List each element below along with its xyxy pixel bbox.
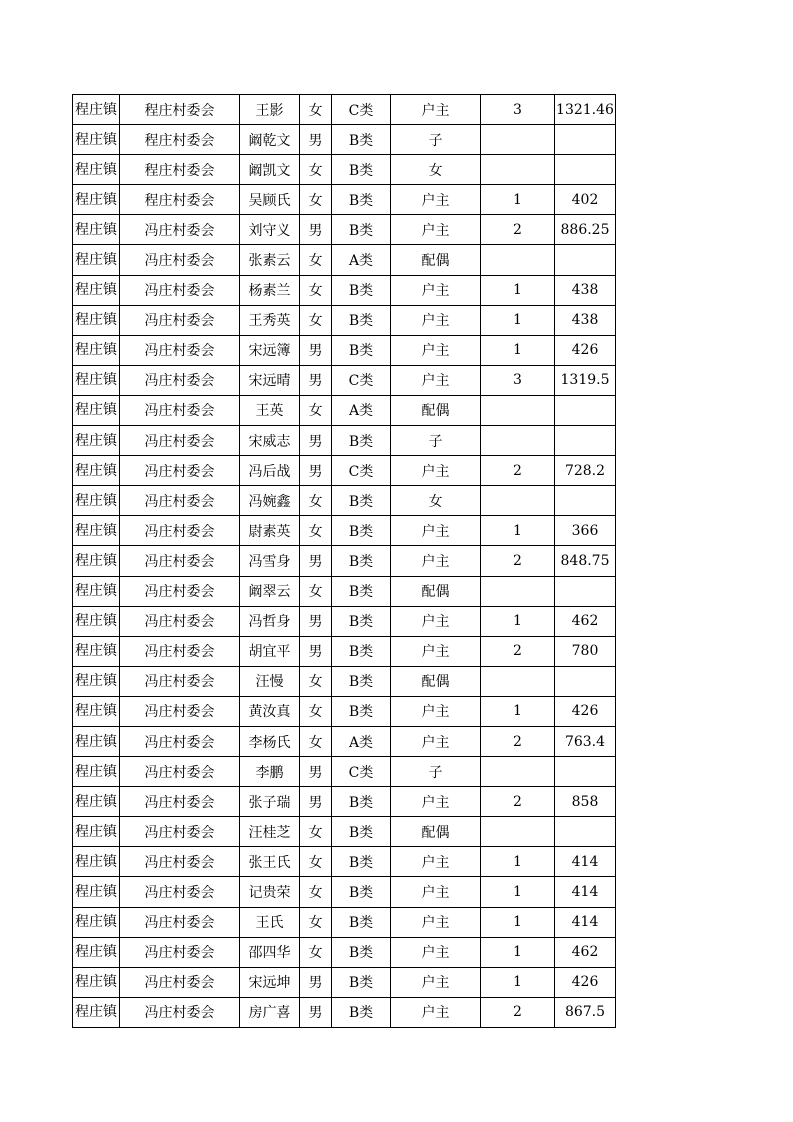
count-cell [481,666,555,696]
gender-cell: 女 [300,245,332,275]
table-row [73,426,616,456]
town-cell: 程庄镇 [73,486,120,516]
relation-cell: 子 [391,125,481,155]
village-cell: 冯庄村委会 [120,245,240,275]
gender-cell: 女 [300,516,332,546]
relation-cell: 户主 [391,636,481,666]
relation-cell: 配偶 [391,395,481,425]
count-cell: 1 [481,877,555,907]
category-cell: B类 [332,817,391,847]
amount-cell [555,666,616,696]
category-cell: B类 [332,997,391,1027]
relation-cell: 户主 [391,95,481,125]
name-cell: 宋远晴 [240,365,300,395]
relation-cell: 户主 [391,907,481,937]
count-cell: 1 [481,606,555,636]
town-cell: 程庄镇 [73,787,120,817]
relation-cell: 户主 [391,726,481,756]
table-row [73,666,616,696]
amount-cell: 402 [555,185,616,215]
category-cell: B类 [332,666,391,696]
gender-cell: 女 [300,817,332,847]
category-cell: B类 [332,967,391,997]
table-row [73,456,616,486]
count-cell: 1 [481,696,555,726]
name-cell: 冯哲身 [240,606,300,636]
table-row [73,967,616,997]
relation-cell: 户主 [391,696,481,726]
relation-cell: 户主 [391,787,481,817]
amount-cell [555,486,616,516]
amount-cell: 780 [555,636,616,666]
gender-cell: 女 [300,395,332,425]
category-cell: B类 [332,576,391,606]
table-row [73,606,616,636]
count-cell [481,426,555,456]
amount-cell [555,817,616,847]
category-cell: B类 [332,155,391,185]
count-cell [481,395,555,425]
category-cell: B类 [332,305,391,335]
count-cell: 1 [481,335,555,365]
relation-cell: 子 [391,426,481,456]
village-cell: 冯庄村委会 [120,726,240,756]
table-row [73,877,616,907]
table-row [73,215,616,245]
gender-cell: 男 [300,426,332,456]
relation-cell: 配偶 [391,666,481,696]
town-cell: 程庄镇 [73,847,120,877]
count-cell [481,757,555,787]
town-cell: 程庄镇 [73,185,120,215]
relation-cell: 户主 [391,937,481,967]
name-cell: 王英 [240,395,300,425]
table-row [73,817,616,847]
count-cell [481,576,555,606]
amount-cell: 1319.5 [555,365,616,395]
town-cell: 程庄镇 [73,95,120,125]
village-cell: 冯庄村委会 [120,395,240,425]
town-cell: 程庄镇 [73,335,120,365]
village-cell: 冯庄村委会 [120,757,240,787]
name-cell: 李杨氏 [240,726,300,756]
count-cell: 2 [481,997,555,1027]
name-cell: 冯婉鑫 [240,486,300,516]
amount-cell [555,426,616,456]
village-cell: 冯庄村委会 [120,215,240,245]
category-cell: B类 [332,907,391,937]
village-cell: 程庄村委会 [120,155,240,185]
town-cell: 程庄镇 [73,726,120,756]
village-cell: 程庄村委会 [120,125,240,155]
village-cell: 冯庄村委会 [120,365,240,395]
gender-cell: 男 [300,636,332,666]
amount-cell: 1321.46 [555,95,616,125]
amount-cell: 763.4 [555,726,616,756]
gender-cell: 女 [300,95,332,125]
village-cell: 冯庄村委会 [120,847,240,877]
gender-cell: 男 [300,787,332,817]
gender-cell: 女 [300,696,332,726]
table-row [73,155,616,185]
category-cell: B类 [332,937,391,967]
count-cell: 2 [481,787,555,817]
category-cell: B类 [332,516,391,546]
relation-cell: 女 [391,486,481,516]
amount-cell: 867.5 [555,997,616,1027]
town-cell: 程庄镇 [73,636,120,666]
village-cell: 冯庄村委会 [120,967,240,997]
gender-cell: 男 [300,335,332,365]
name-cell: 冯雪身 [240,546,300,576]
relation-cell: 户主 [391,335,481,365]
town-cell: 程庄镇 [73,937,120,967]
table-row [73,95,616,125]
town-cell: 程庄镇 [73,215,120,245]
name-cell: 王秀英 [240,305,300,335]
gender-cell: 女 [300,666,332,696]
count-cell: 1 [481,847,555,877]
relation-cell: 户主 [391,456,481,486]
amount-cell: 462 [555,937,616,967]
gender-cell: 男 [300,967,332,997]
relation-cell: 户主 [391,997,481,1027]
count-cell: 2 [481,726,555,756]
table-row [73,787,616,817]
relation-cell: 户主 [391,847,481,877]
category-cell: B类 [332,335,391,365]
village-cell: 冯庄村委会 [120,787,240,817]
table-row [73,275,616,305]
gender-cell: 女 [300,937,332,967]
village-cell: 冯庄村委会 [120,606,240,636]
town-cell: 程庄镇 [73,907,120,937]
category-cell: B类 [332,546,391,576]
amount-cell: 426 [555,967,616,997]
amount-cell: 728.2 [555,456,616,486]
village-cell: 冯庄村委会 [120,636,240,666]
relation-cell: 户主 [391,215,481,245]
gender-cell: 女 [300,726,332,756]
name-cell: 汪慢 [240,666,300,696]
category-cell: C类 [332,456,391,486]
category-cell: B类 [332,636,391,666]
relation-cell: 配偶 [391,245,481,275]
category-cell: B类 [332,606,391,636]
name-cell: 汪桂芝 [240,817,300,847]
category-cell: A类 [332,245,391,275]
count-cell: 1 [481,937,555,967]
relation-cell: 户主 [391,275,481,305]
table-row [73,546,616,576]
name-cell: 张子瑞 [240,787,300,817]
gender-cell: 女 [300,305,332,335]
gender-cell: 女 [300,847,332,877]
relation-cell: 配偶 [391,817,481,847]
category-cell: A类 [332,726,391,756]
count-cell: 2 [481,546,555,576]
town-cell: 程庄镇 [73,817,120,847]
name-cell: 黄汝真 [240,696,300,726]
town-cell: 程庄镇 [73,696,120,726]
count-cell [481,125,555,155]
relation-cell: 配偶 [391,576,481,606]
gender-cell: 女 [300,155,332,185]
name-cell: 杨素兰 [240,275,300,305]
town-cell: 程庄镇 [73,967,120,997]
village-cell: 冯庄村委会 [120,937,240,967]
amount-cell [555,757,616,787]
village-cell: 冯庄村委会 [120,305,240,335]
name-cell: 宋威志 [240,426,300,456]
village-cell: 冯庄村委会 [120,486,240,516]
village-cell: 程庄村委会 [120,185,240,215]
gender-cell: 男 [300,757,332,787]
town-cell: 程庄镇 [73,365,120,395]
category-cell: B类 [332,125,391,155]
count-cell [481,817,555,847]
town-cell: 程庄镇 [73,275,120,305]
amount-cell: 438 [555,305,616,335]
village-cell: 冯庄村委会 [120,576,240,606]
relation-cell: 子 [391,757,481,787]
town-cell: 程庄镇 [73,877,120,907]
relation-cell: 户主 [391,365,481,395]
category-cell: B类 [332,215,391,245]
count-cell: 3 [481,365,555,395]
table-row [73,365,616,395]
count-cell: 1 [481,907,555,937]
table-row [73,636,616,666]
amount-cell: 414 [555,847,616,877]
name-cell: 冯后战 [240,456,300,486]
category-cell: B类 [332,275,391,305]
gender-cell: 男 [300,125,332,155]
table-row [73,245,616,275]
town-cell: 程庄镇 [73,155,120,185]
gender-cell: 女 [300,576,332,606]
table-row [73,305,616,335]
village-cell: 冯庄村委会 [120,997,240,1027]
amount-cell: 414 [555,907,616,937]
gender-cell: 女 [300,275,332,305]
town-cell: 程庄镇 [73,125,120,155]
table-row [73,757,616,787]
count-cell: 2 [481,215,555,245]
name-cell: 张素云 [240,245,300,275]
name-cell: 尉素英 [240,516,300,546]
amount-cell: 886.25 [555,215,616,245]
amount-cell: 426 [555,335,616,365]
relation-cell: 户主 [391,877,481,907]
table-row [73,997,616,1027]
relation-cell: 户主 [391,185,481,215]
gender-cell: 女 [300,877,332,907]
name-cell: 阚乾文 [240,125,300,155]
count-cell [481,245,555,275]
relation-cell: 女 [391,155,481,185]
village-cell: 程庄村委会 [120,95,240,125]
village-cell: 冯庄村委会 [120,335,240,365]
town-cell: 程庄镇 [73,245,120,275]
category-cell: B类 [332,185,391,215]
village-cell: 冯庄村委会 [120,696,240,726]
name-cell: 刘守义 [240,215,300,245]
gender-cell: 男 [300,997,332,1027]
town-cell: 程庄镇 [73,305,120,335]
gender-cell: 女 [300,486,332,516]
name-cell: 王影 [240,95,300,125]
gender-cell: 男 [300,546,332,576]
table-row [73,576,616,606]
name-cell: 房广喜 [240,997,300,1027]
gender-cell: 男 [300,456,332,486]
category-cell: B类 [332,787,391,817]
village-cell: 冯庄村委会 [120,907,240,937]
town-cell: 程庄镇 [73,666,120,696]
table-row [73,696,616,726]
town-cell: 程庄镇 [73,576,120,606]
name-cell: 阚凯文 [240,155,300,185]
table-row [73,185,616,215]
name-cell: 阚翠云 [240,576,300,606]
table-row [73,907,616,937]
village-cell: 冯庄村委会 [120,426,240,456]
village-cell: 冯庄村委会 [120,666,240,696]
gender-cell: 男 [300,365,332,395]
name-cell: 张王氏 [240,847,300,877]
category-cell: A类 [332,395,391,425]
roster-body [73,95,616,1028]
count-cell: 2 [481,456,555,486]
amount-cell [555,155,616,185]
village-cell: 冯庄村委会 [120,877,240,907]
table-row [73,937,616,967]
count-cell: 1 [481,185,555,215]
count-cell: 3 [481,95,555,125]
amount-cell: 462 [555,606,616,636]
category-cell: B类 [332,696,391,726]
category-cell: B类 [332,877,391,907]
name-cell: 吴顾氏 [240,185,300,215]
town-cell: 程庄镇 [73,757,120,787]
amount-cell: 414 [555,877,616,907]
village-cell: 冯庄村委会 [120,546,240,576]
relation-cell: 户主 [391,546,481,576]
amount-cell: 858 [555,787,616,817]
table-row [73,486,616,516]
category-cell: B类 [332,486,391,516]
category-cell: C类 [332,95,391,125]
count-cell: 1 [481,967,555,997]
name-cell: 记贵荣 [240,877,300,907]
table-row [73,395,616,425]
count-cell: 2 [481,636,555,666]
roster-table [72,94,616,1028]
name-cell: 邵四华 [240,937,300,967]
village-cell: 冯庄村委会 [120,456,240,486]
amount-cell: 438 [555,275,616,305]
village-cell: 冯庄村委会 [120,516,240,546]
amount-cell: 366 [555,516,616,546]
town-cell: 程庄镇 [73,456,120,486]
table-row [73,125,616,155]
relation-cell: 户主 [391,606,481,636]
gender-cell: 男 [300,215,332,245]
table-row [73,847,616,877]
town-cell: 程庄镇 [73,997,120,1027]
relation-cell: 户主 [391,516,481,546]
town-cell: 程庄镇 [73,395,120,425]
amount-cell: 426 [555,696,616,726]
name-cell: 宋远簿 [240,335,300,365]
category-cell: C类 [332,757,391,787]
amount-cell [555,125,616,155]
amount-cell: 848.75 [555,546,616,576]
amount-cell [555,576,616,606]
amount-cell [555,395,616,425]
count-cell: 1 [481,275,555,305]
town-cell: 程庄镇 [73,606,120,636]
town-cell: 程庄镇 [73,516,120,546]
name-cell: 王氏 [240,907,300,937]
town-cell: 程庄镇 [73,546,120,576]
name-cell: 李鹏 [240,757,300,787]
village-cell: 冯庄村委会 [120,275,240,305]
table-row [73,335,616,365]
gender-cell: 女 [300,907,332,937]
village-cell: 冯庄村委会 [120,817,240,847]
gender-cell: 女 [300,185,332,215]
name-cell: 胡宜平 [240,636,300,666]
town-cell: 程庄镇 [73,426,120,456]
name-cell: 宋远坤 [240,967,300,997]
category-cell: B类 [332,426,391,456]
table-row [73,516,616,546]
table-row [73,726,616,756]
category-cell: C类 [332,365,391,395]
category-cell: B类 [332,847,391,877]
count-cell: 1 [481,516,555,546]
relation-cell: 户主 [391,967,481,997]
gender-cell: 男 [300,606,332,636]
count-cell [481,486,555,516]
relation-cell: 户主 [391,305,481,335]
count-cell: 1 [481,305,555,335]
count-cell [481,155,555,185]
amount-cell [555,245,616,275]
